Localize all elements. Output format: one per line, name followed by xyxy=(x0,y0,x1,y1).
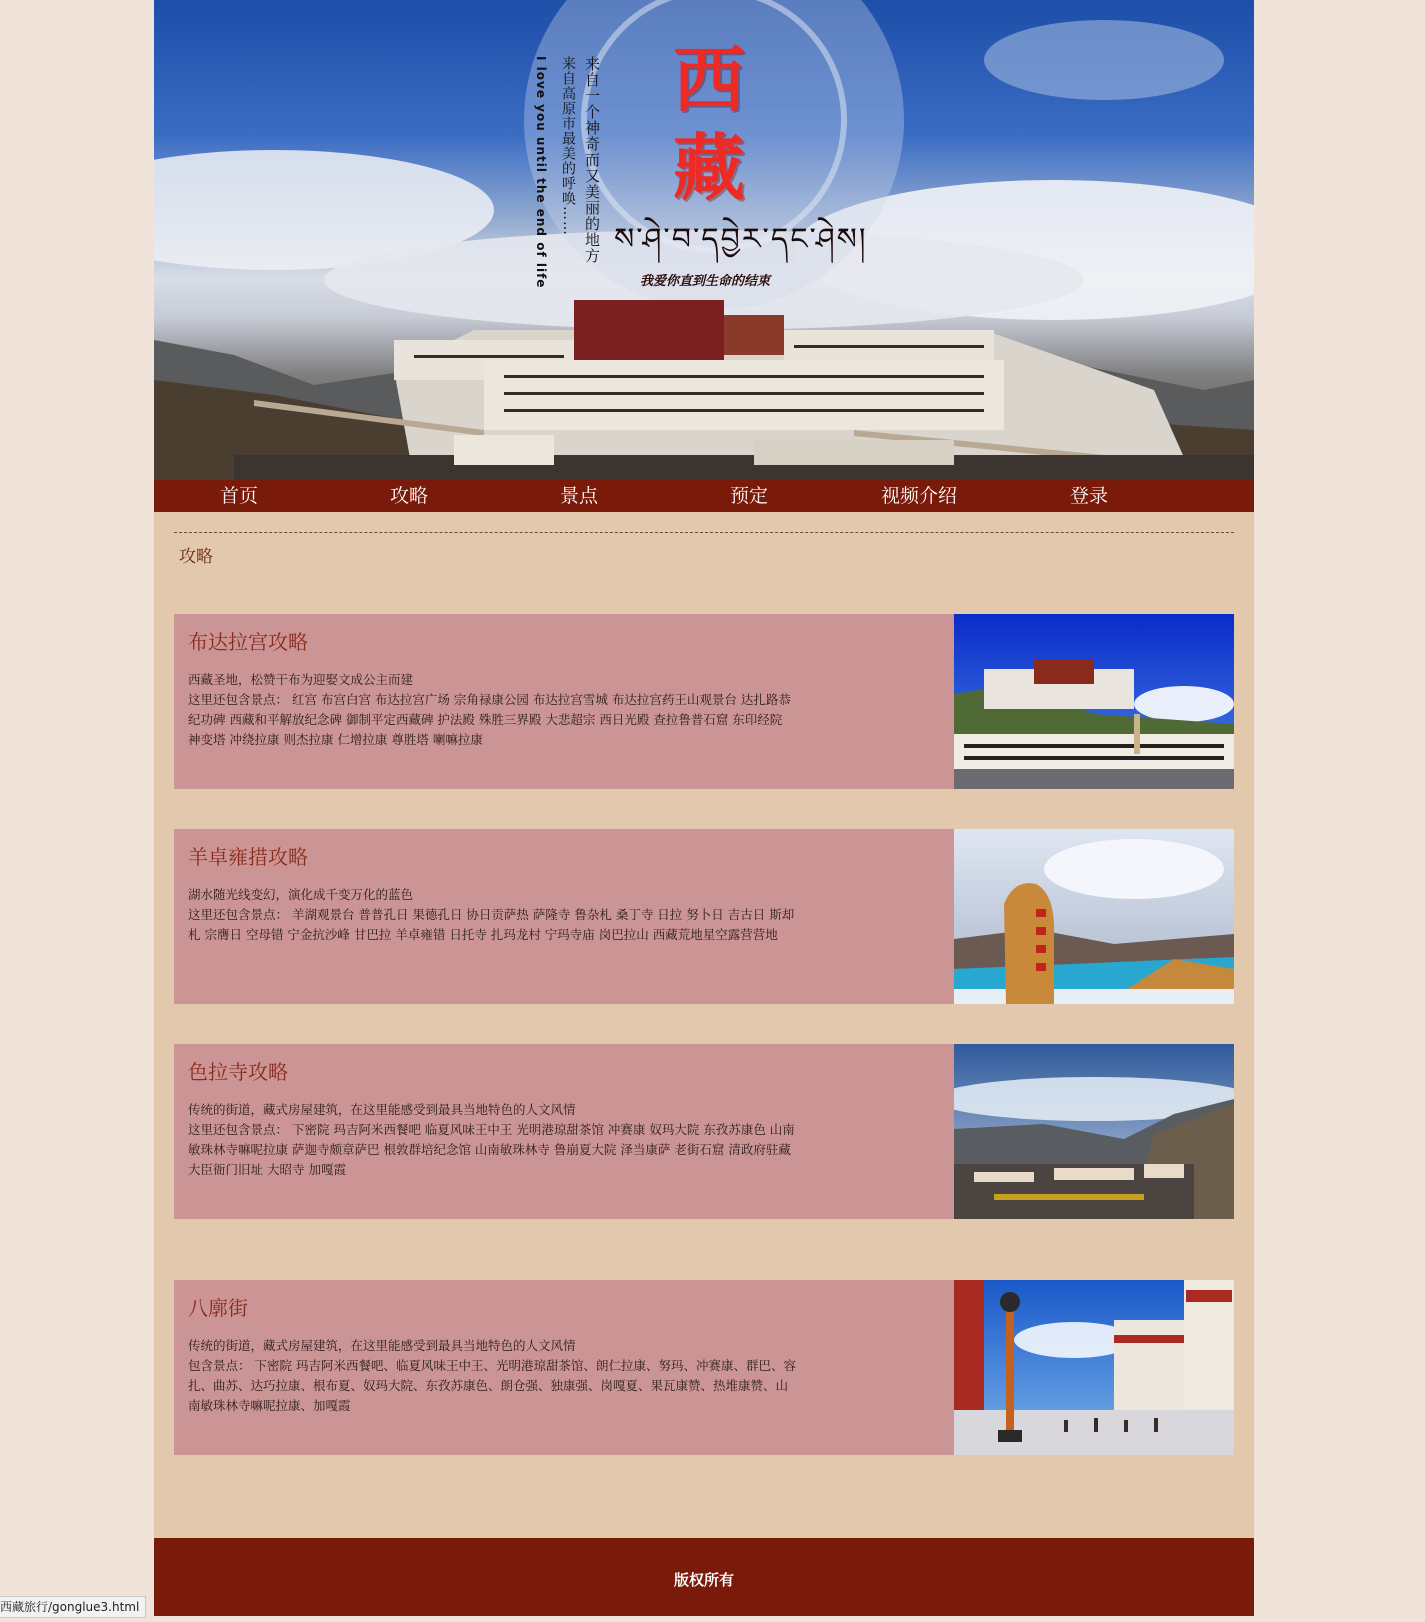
footer-copyright: 版权所有 xyxy=(673,1571,734,1589)
potala-palace-image[interactable] xyxy=(954,614,1234,789)
footer xyxy=(154,1538,1254,1616)
banner-title-char-1: 西 xyxy=(672,37,745,122)
nav-attractions[interactable]: 景点 xyxy=(559,485,598,507)
guide-card-description xyxy=(188,670,798,750)
nav-login[interactable]: 登录 xyxy=(1069,485,1108,507)
nav-guides[interactable]: 攻略 xyxy=(389,485,428,507)
page-container xyxy=(154,0,1254,1616)
guide-card-description xyxy=(188,1100,798,1180)
nav-booking[interactable]: 预定 xyxy=(729,485,768,507)
guide-card-intro: 传统的街道，藏式房屋建筑，在这里能感受到最具当地特色的人文风情 xyxy=(188,1102,576,1117)
guide-card-intro: 湖水随光线变幻，演化成千变万化的蓝色 xyxy=(188,887,414,902)
barkhor-street-image[interactable] xyxy=(954,1280,1234,1455)
guide-card-description xyxy=(188,1336,798,1416)
breadcrumb: 攻略 xyxy=(179,547,213,567)
banner-slogan: 我爱你直到生命的结束 xyxy=(640,274,771,289)
banner xyxy=(154,0,1254,480)
guide-card-title[interactable]: 八廓街 xyxy=(188,1296,248,1320)
guide-card-spots: 包含景点： 下密院 玛吉阿米西餐吧、临夏风味王中王、光明港琼甜茶馆、朗仁拉康、努玛、冲赛康、群巴、容扎、曲苏、达巧拉康、根布夏、奴玛大院、东孜苏康色、朗仓强、独康强、岗嘎夏、果瓦康赞、热堆康赞、山南敏珠林寺嘛呢拉康、加嘎霞 xyxy=(188,1358,796,1413)
guide-card-description xyxy=(188,885,798,945)
banner-title xyxy=(664,36,754,212)
browser-status-bar: 西藏旅行/gonglue3.html xyxy=(0,1596,146,1618)
guide-card-spots: 这里还包含景点： 下密院 玛吉阿米西餐吧 临夏风味王中王 光明港琼甜茶馆 冲赛康 奴玛大院 东孜苏康色 山南敏珠林寺嘛呢拉康 萨迦寺颇章萨巴 根敦群培纪念馆 山南敏珠林寺 鲁崩夏大院 泽当康萨 老街石窟 清政府驻藏大臣衙门旧址 大昭寺 加嘎霞 xyxy=(188,1122,795,1177)
banner-tagline-2: 来自高原市最美的呼唤…… xyxy=(560,56,576,236)
breadcrumb-divider xyxy=(174,532,1234,533)
guide-card-title[interactable]: 布达拉宫攻略 xyxy=(188,630,308,654)
banner-tagline-english: I love you until the end of life xyxy=(534,56,548,289)
banner-tibetan-text: ས་ཤེ་བ་དབྱེར་དང་ཤེས། xyxy=(614,222,868,257)
guide-card-spots: 这里还包含景点： 红宫 布宫白宫 布达拉宫广场 宗角禄康公园 布达拉宫雪城 布达拉宫药王山观景台 达扎路恭纪功碑 西藏和平解放纪念碑 御制平定西藏碑 护法殿 殊胜三界殿 大悲超宗 西日光殿 查拉鲁普石窟 东印经院 神变塔 冲绕拉康 则杰拉康 仁增拉康 尊胜塔 喇嘛拉康 xyxy=(188,692,791,747)
nav-home[interactable]: 首页 xyxy=(219,485,258,507)
yamdrok-lake-image[interactable] xyxy=(954,829,1234,1004)
guide-card-potala[interactable] xyxy=(174,614,1234,789)
guide-card-sera[interactable] xyxy=(174,1044,1234,1219)
guide-card-title[interactable]: 羊卓雍措攻略 xyxy=(188,845,308,869)
banner-tagline-1: 来自一个神奇而又美丽的地方 xyxy=(583,56,601,264)
guide-card-yamdrok[interactable] xyxy=(174,829,1234,1004)
guide-card-intro: 传统的街道，藏式房屋建筑，在这里能感受到最具当地特色的人文风情 xyxy=(188,1338,576,1353)
sera-monastery-image[interactable] xyxy=(954,1044,1234,1219)
nav-video[interactable]: 视频介绍 xyxy=(880,485,957,507)
guide-card-barkhor[interactable] xyxy=(174,1280,1234,1455)
main-nav xyxy=(154,480,1254,512)
guide-card-intro: 西藏圣地，松赞干布为迎娶文成公主而建 xyxy=(188,672,414,687)
banner-title-char-2: 藏 xyxy=(672,125,745,210)
guide-card-title[interactable]: 色拉寺攻略 xyxy=(188,1060,288,1084)
guide-card-spots: 这里还包含景点： 羊湖观景台 普普孔日 果德孔日 协日贡萨热 萨隆寺 鲁杂札 桑丁寺 日拉 努卜日 吉古日 斯却札 宗膺日 空母错 宁金抗沙峰 甘巴拉 羊卓雍错 日托寺 扎玛龙村 宁玛寺庙 岗巴拉山 西藏荒地星空露营营地 xyxy=(188,907,795,942)
